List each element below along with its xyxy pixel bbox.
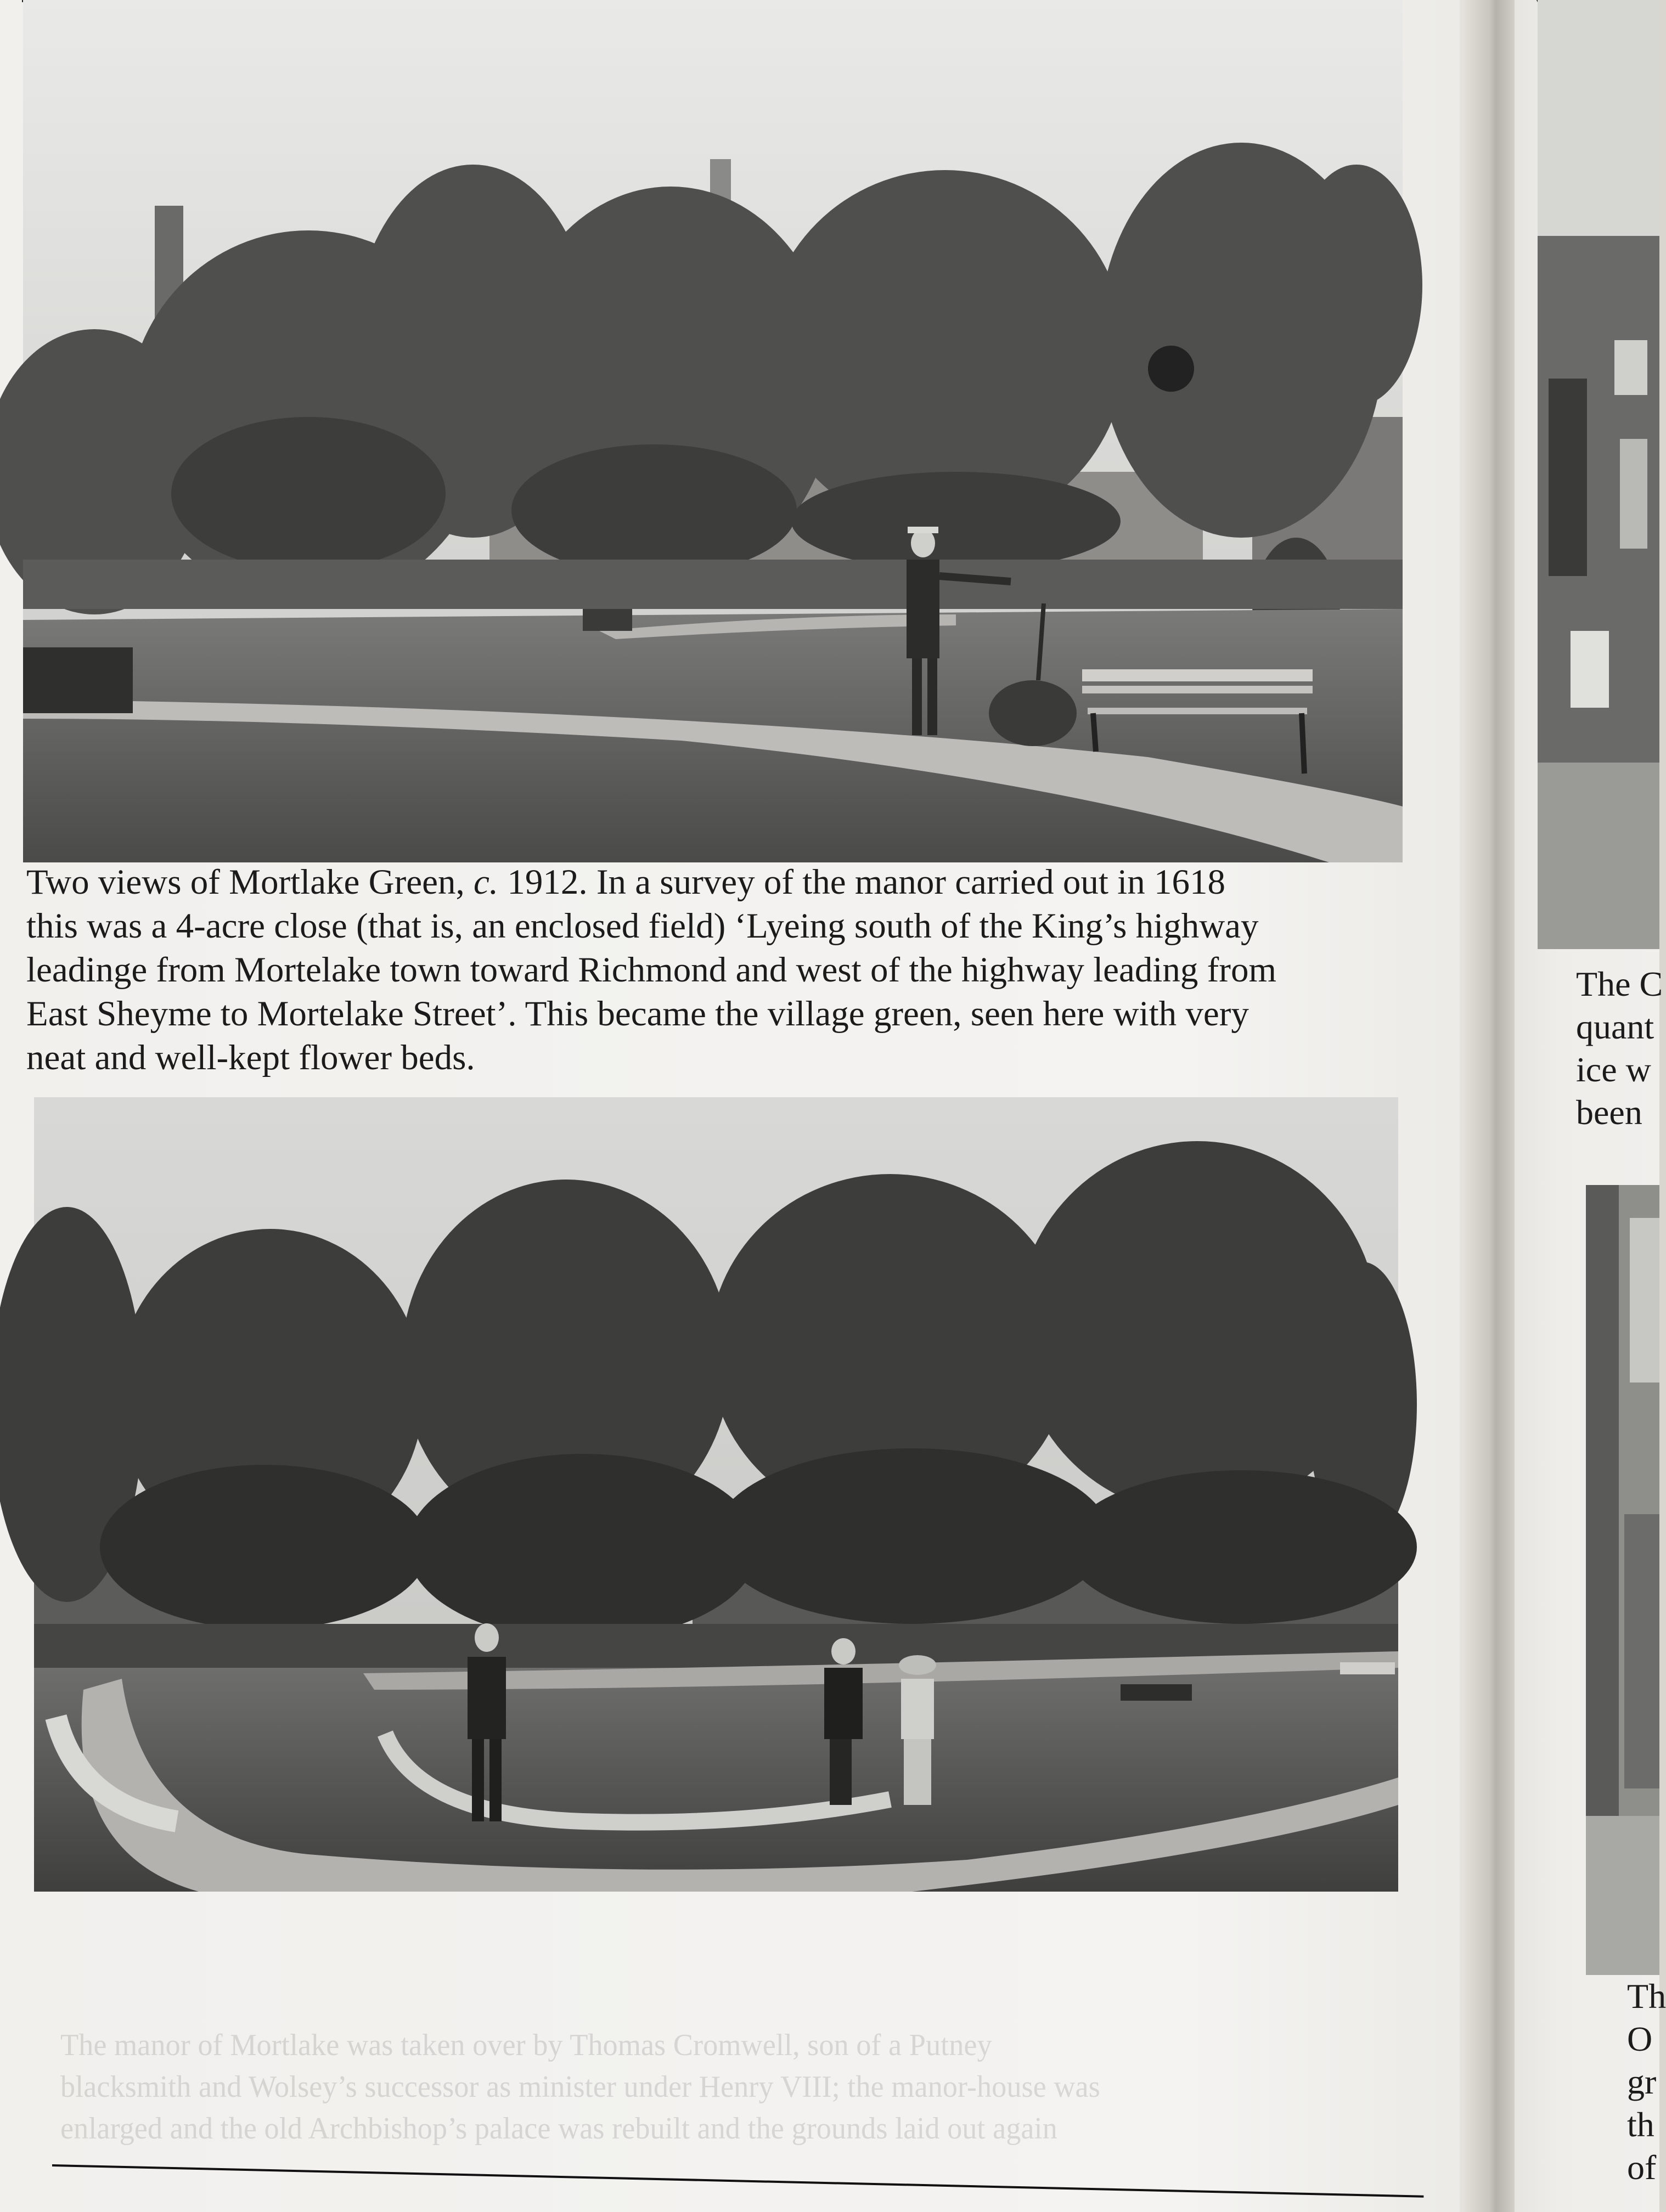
right-caption-bottom-line-2: O [1627,2019,1653,2058]
photo-top-image [23,0,1403,862]
caption-line-5: neat and well-kept flower beds. [26,1038,475,1077]
caption-line-3: leadinge from Mortelake town toward Richmond and west of the highway leading from [26,950,1277,990]
right-caption-top-line-3: ice w [1576,1050,1651,1089]
caption [26,860,1398,1080]
right-caption-bottom-line-4: th [1627,2105,1654,2144]
show-through-line-3: enlarged and the old Archbishop’s palace was rebuilt and the grounds laid out again [60,2112,1057,2146]
show-through-line-1: The manor of Mortlake was taken over by Thomas Cromwell, son of a Putney [60,2028,992,2062]
right-photo-bottom-image [1586,1185,1659,1975]
show-through-line-2: blacksmith and Wolsey’s successor as minister under Henry VIII; the manor-house was [60,2070,1100,2104]
caption-line-1: Two views of Mortlake Green, c. 1912. In a survey of the manor carried out in 1618 [26,862,1225,902]
right-caption-top [1576,963,1663,1134]
photo-bottom-image [34,1097,1398,1892]
right-caption-bottom [1627,1975,1666,2189]
circa-abbrev: c. [473,862,499,902]
caption-line-4: East Sheyme to Mortelake Street’. This became the village green, seen here with very [26,994,1249,1034]
right-photo-bottom [1586,1185,1659,1975]
photo-bottom [34,1097,1398,1892]
right-caption-bottom-line-5: of [1627,2148,1657,2187]
right-caption-bottom-line-1: Th [1627,1977,1666,2016]
right-caption-top-line-4: been [1576,1093,1642,1132]
right-caption-bottom-line-3: gr [1627,2062,1657,2101]
caption-line-2: this was a 4-acre close (that is, an enclosed field) ‘Lyeing south of the King’s highway [26,906,1259,946]
show-through-text [60,2024,1388,2149]
right-caption-top-line-2: quant [1576,1007,1654,1046]
right-photo-top-image [1538,0,1659,949]
photo-top [23,0,1403,862]
right-caption-top-line-1: The C [1576,964,1663,1003]
right-photo-top [1538,0,1659,949]
